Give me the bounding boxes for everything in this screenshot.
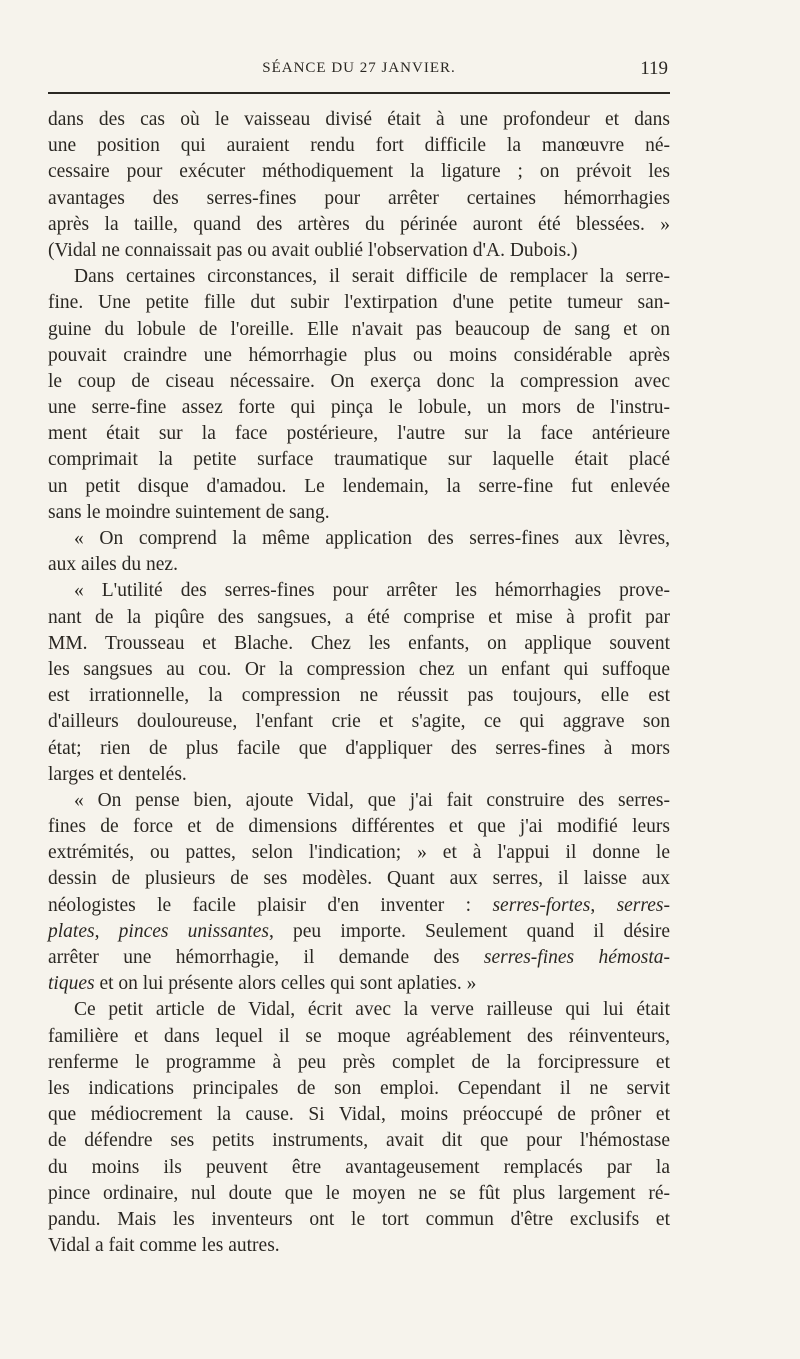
text-run: pouvait craindre une hémorrhagie plus ou moins considérable après — [48, 344, 670, 366]
text-line — [48, 474, 670, 500]
text-line — [48, 631, 670, 657]
text-run: , peu importe. Seulement quand il désire — [268, 920, 671, 942]
text-line — [48, 369, 670, 395]
text-line — [48, 447, 670, 473]
body-text — [48, 107, 670, 1259]
text-run: avantages des serres-fines pour arrêter certaines hémorrhagies — [48, 187, 670, 209]
text-run: ment était sur la face postérieure, l'autre sur la face antérieure — [48, 423, 670, 445]
text-run: une serre-fine assez forte qui pinça le lobule, un mors de l'instru- — [48, 397, 670, 419]
text-line — [48, 736, 670, 762]
text-line — [48, 212, 670, 238]
text-run: un petit disque d'amadou. Le lendemain, la serre-fine fut enlevée — [48, 475, 670, 497]
text-line — [48, 395, 670, 421]
text-line — [48, 762, 670, 788]
text-line — [48, 709, 670, 735]
running-title: SÉANCE DU 27 JANVIER. — [262, 60, 456, 76]
text-line — [48, 264, 670, 290]
text-line — [48, 1076, 670, 1102]
text-line — [48, 500, 670, 526]
text-run: de défendre ses petits instruments, avait dit que pour l'hémostase — [48, 1130, 670, 1152]
italic-run: serres- — [616, 894, 670, 916]
text-line — [48, 866, 670, 892]
text-line — [48, 133, 670, 159]
text-line — [48, 971, 670, 997]
text-line — [48, 317, 670, 343]
text-run: comprimait la petite surface traumatique sur laquelle était placé — [48, 449, 670, 471]
text-run: aux ailes du nez. — [48, 554, 178, 576]
text-line — [48, 945, 670, 971]
text-run: extrémités, ou pattes, selon l'indication; » et à l'appui il donne le — [48, 842, 670, 864]
text-line — [48, 107, 670, 133]
text-run: guine du lobule de l'oreille. Elle n'avait pas beaucoup de sang et on — [48, 318, 670, 340]
text-run: pince ordinaire, nul doute que le moyen ne se fût plus largement ré- — [48, 1182, 670, 1204]
italic-run: serres-fortes — [492, 894, 591, 916]
text-run: Ce petit article de Vidal, écrit avec la verve railleuse qui lui était — [74, 999, 670, 1021]
page-number: 119 — [640, 58, 668, 79]
text-run: nant de la piqûre des sangsues, a été comprise et mise à profit par — [48, 606, 670, 628]
text-line — [48, 526, 670, 552]
text-run: état; rien de plus facile que d'appliquer des serres-fines à mors — [48, 737, 670, 759]
text-line — [48, 1050, 670, 1076]
text-line — [48, 343, 670, 369]
text-run: Vidal a fait comme les autres. — [48, 1235, 280, 1257]
text-run: le coup de ciseau nécessaire. On exerça donc la compression avec — [48, 370, 670, 392]
text-run: « On comprend la même application des serres-fines aux lèvres, — [74, 528, 670, 549]
text-run: du moins ils peuvent être avantageusement remplacés par la — [48, 1156, 670, 1178]
text-line — [48, 1233, 670, 1259]
text-line — [48, 552, 670, 578]
text-line — [48, 893, 670, 919]
text-run: (Vidal ne connaissait pas ou avait oublié l'observation d'A. Dubois.) — [48, 239, 578, 261]
text-run: larges et dentelés. — [48, 763, 187, 785]
text-line — [48, 657, 670, 683]
text-line — [48, 186, 670, 212]
text-run: Dans certaines circonstances, il serait difficile de remplacer la serre- — [74, 266, 670, 288]
text-line — [48, 1102, 670, 1128]
text-line — [48, 919, 670, 945]
text-line — [48, 238, 670, 264]
text-line — [48, 578, 670, 604]
text-run: « On pense bien, ajoute Vidal, que j'ai fait construire des serres- — [74, 789, 670, 811]
text-run: MM. Trousseau et Blache. Chez les enfants, on applique souvent — [48, 632, 670, 654]
text-run: , — [590, 894, 617, 916]
text-run: cessaire pour exécuter méthodiquement la ligature ; on prévoit les — [48, 161, 670, 183]
text-line — [48, 788, 670, 814]
text-run: que médiocrement la cause. Si Vidal, moins préoccupé de prôner et — [48, 1104, 670, 1126]
text-run: les sangsues au cou. Or la compression chez un enfant qui suffoque — [48, 658, 670, 680]
italic-run: serres-fines hémosta- — [483, 947, 670, 968]
text-line — [48, 814, 670, 840]
text-run: sans le moindre suintement de sang. — [48, 501, 330, 523]
text-run: après la taille, quand des artères du périnée auront été blessées. » — [48, 213, 670, 235]
text-run: les indications principales de son emploi. Cependant il ne servit — [48, 1077, 670, 1099]
italic-run: plates — [48, 920, 95, 942]
text-run: arrêter une hémorrhagie, il demande des — [48, 947, 484, 968]
text-run: fine. Une petite fille dut subir l'extirpation d'une petite tumeur san- — [48, 292, 670, 314]
text-run: familière et dans lequel il se moque agréablement des réinventeurs, — [48, 1025, 670, 1047]
running-head — [48, 58, 670, 82]
text-run: , — [94, 920, 119, 942]
text-run: néologistes le facile plaisir d'en inventer : — [48, 894, 493, 916]
text-line — [48, 1181, 670, 1207]
italic-run: pinces unissantes — [118, 920, 269, 942]
text-run: dans des cas où le vaisseau divisé était à une profondeur et dans — [48, 109, 670, 130]
text-line — [48, 840, 670, 866]
text-line — [48, 159, 670, 185]
italic-run: tiques — [48, 973, 95, 995]
text-run: fines de force et de dimensions différentes et que j'ai modifié leurs — [48, 816, 670, 838]
text-line — [48, 997, 670, 1023]
text-run: dessin de plusieurs de ses modèles. Quant aux serres, il laisse aux — [48, 868, 670, 890]
text-line — [48, 1128, 670, 1154]
text-run: d'ailleurs douloureuse, l'enfant crie et s'agite, ce qui aggrave son — [48, 711, 670, 733]
text-run: pandu. Mais les inventeurs ont le tort commun d'être exclusifs et — [48, 1208, 670, 1230]
text-line — [48, 683, 670, 709]
text-line — [48, 1155, 670, 1181]
text-line — [48, 290, 670, 316]
text-line — [48, 1024, 670, 1050]
text-line — [48, 1207, 670, 1233]
header-rule — [48, 92, 670, 94]
text-run: « L'utilité des serres-fines pour arrêter les hémorrhagies prove- — [74, 580, 670, 602]
text-run: est irrationnelle, la compression ne réussit pas toujours, elle est — [48, 685, 670, 707]
text-line — [48, 421, 670, 447]
text-run: renferme le programme à peu près complet de la forcipressure et — [48, 1051, 670, 1073]
text-run: et on lui présente alors celles qui sont aplaties. » — [94, 973, 477, 995]
text-line — [48, 605, 670, 631]
text-run: une position qui auraient rendu fort difficile la manœuvre né- — [48, 135, 670, 157]
